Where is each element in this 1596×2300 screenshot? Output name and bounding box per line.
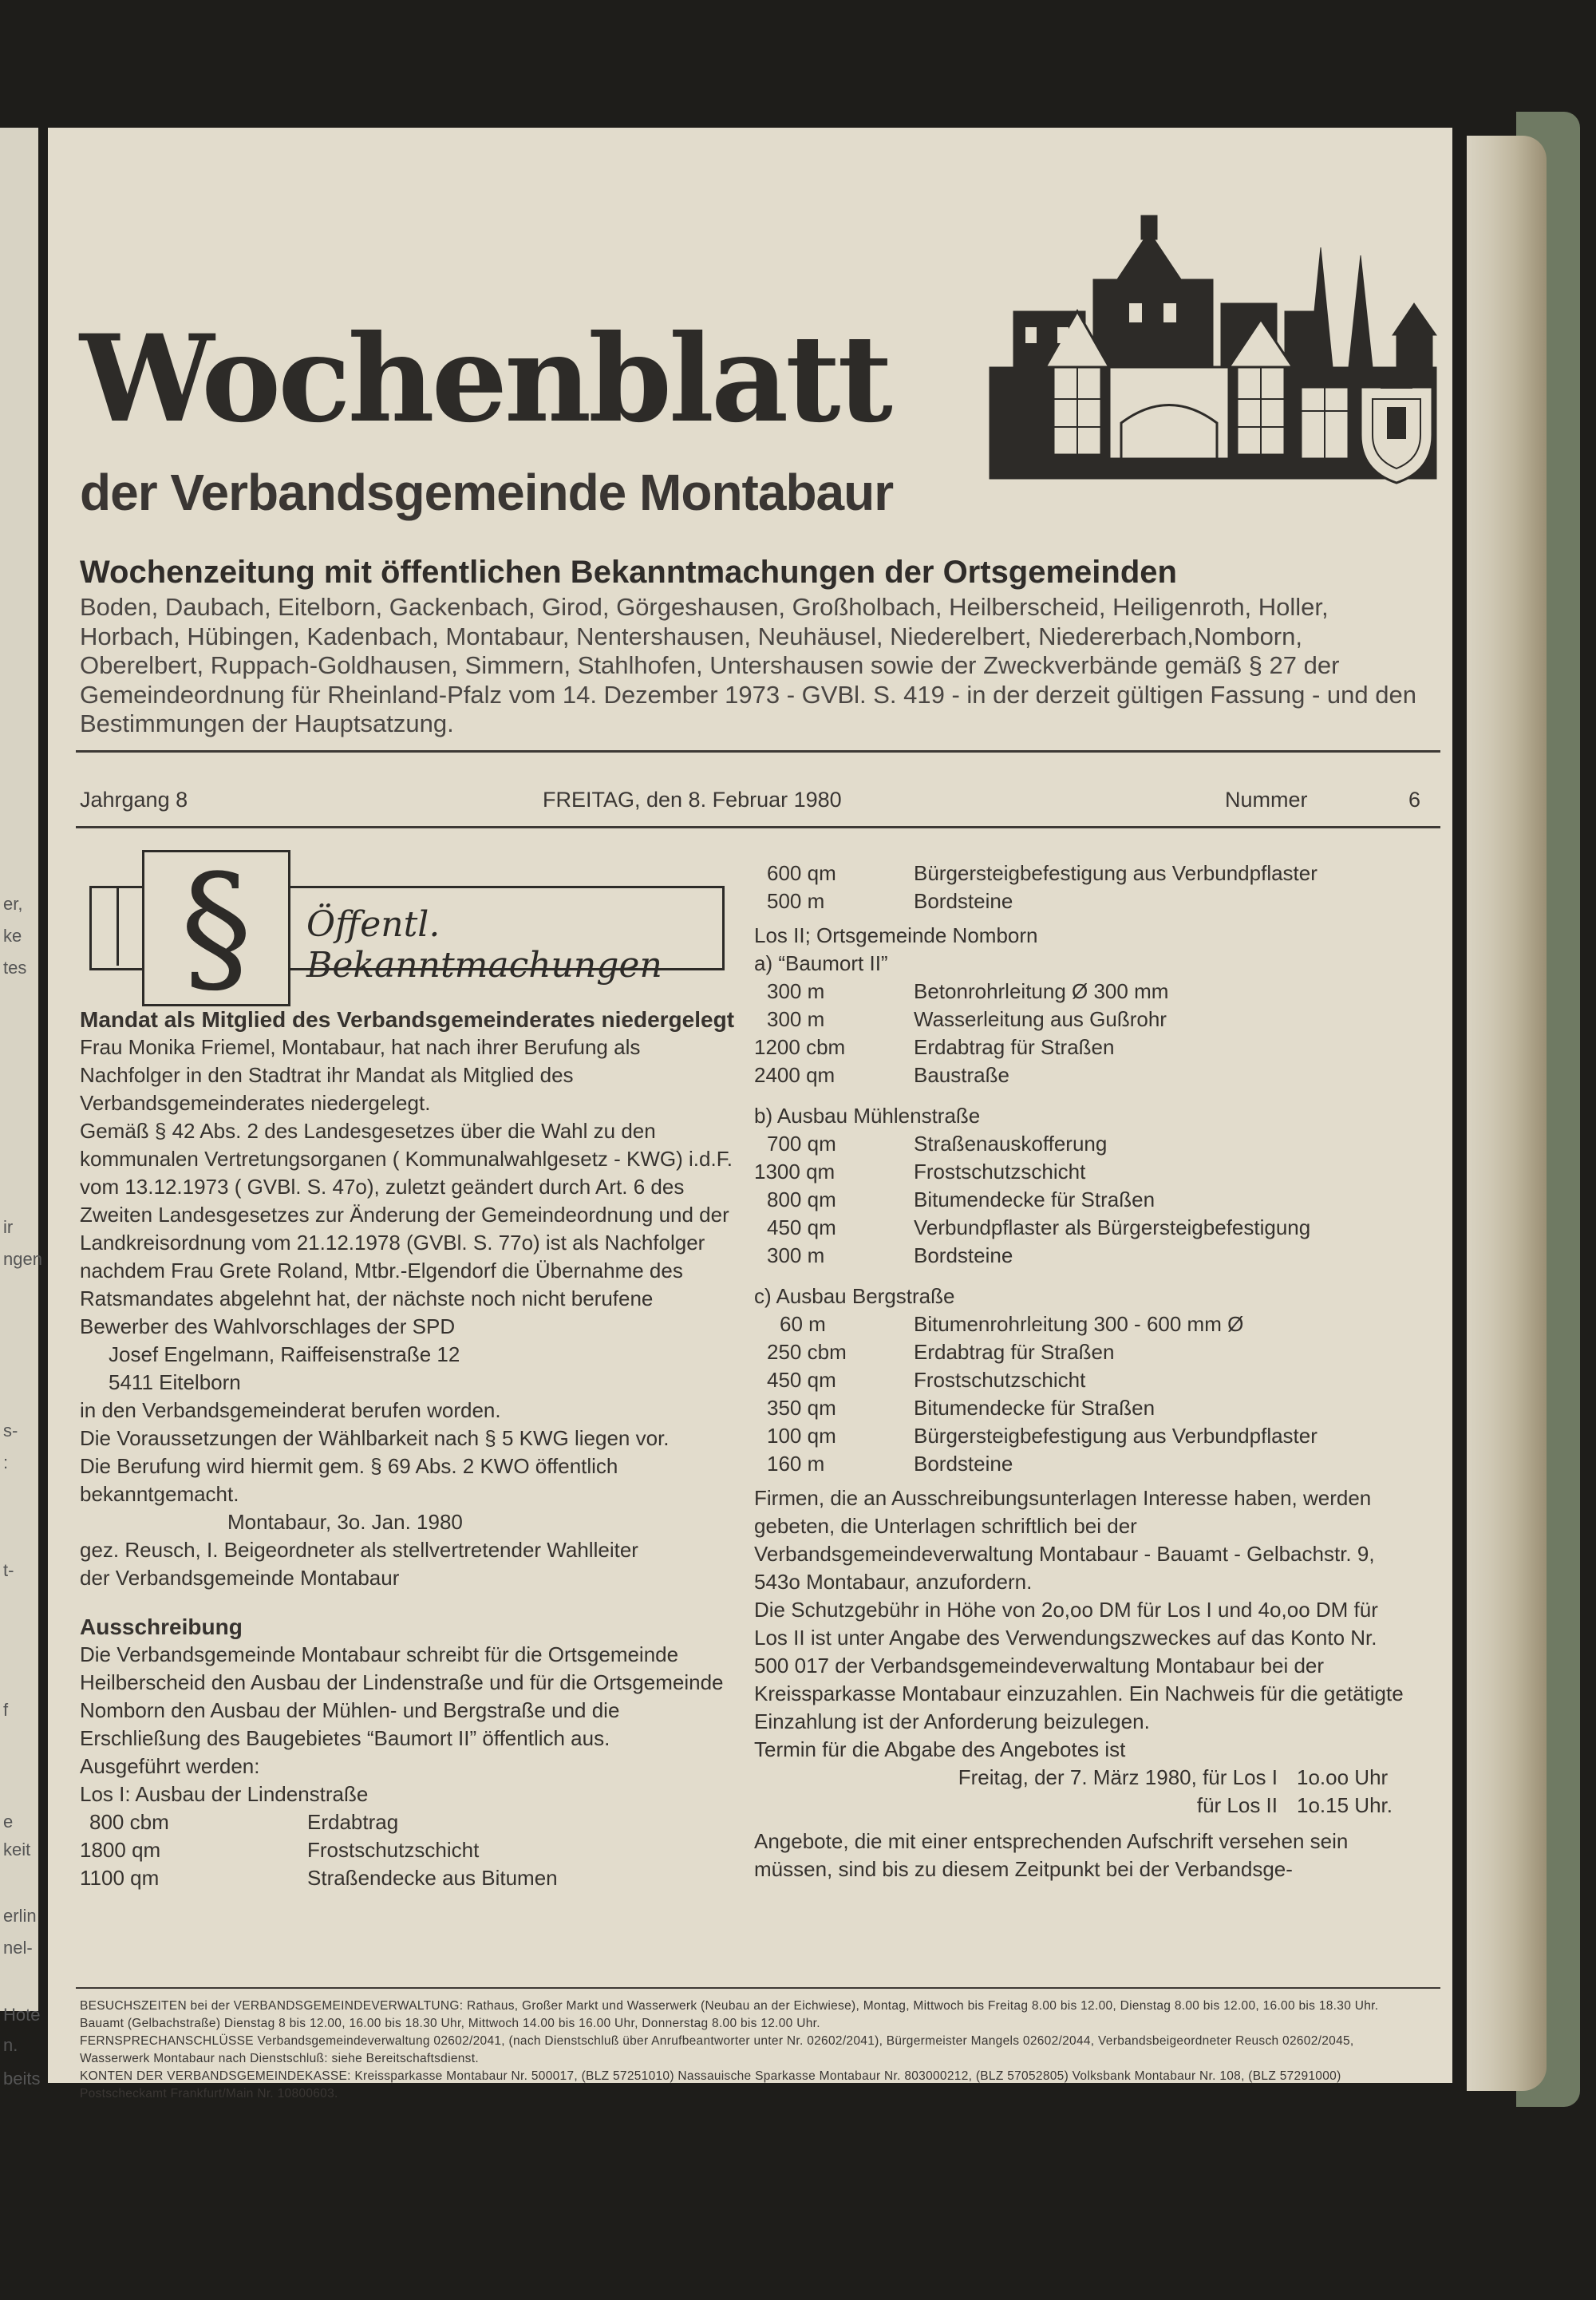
quantity: 450 qm (767, 1368, 836, 1392)
quantity: 500 m (767, 889, 825, 913)
deadline-time: 1o.15 Uhr. (1297, 1793, 1393, 1817)
paragraph-symbol-icon: § (180, 844, 252, 1011)
quantity-table (754, 978, 1416, 1089)
margin-fragment: er, (3, 894, 23, 914)
article-name: Josef Engelmann, Raiffeisenstraße 12 (109, 1342, 460, 1366)
quantity-description: Bürgersteigbefestigung aus Verbundpflaster (914, 861, 1317, 885)
quantity: 1800 qm (80, 1838, 161, 1862)
margin-fragment: t- (3, 1560, 14, 1580)
quantity: 2400 qm (754, 1063, 836, 1087)
masthead-title: Wochenblatt (80, 309, 890, 449)
divider (76, 750, 1440, 753)
section-banner (89, 844, 720, 1011)
footer-phones: FERNSPRECHANSCHLÜSSE Verbandsgemeindeverwaltung 02602/2041, (nach Dienstschluß über Anrufbeantworter unter Nr. 02602/2041), Bürgermeister Mangels 02602/2044, Verbandsbeigeordneter Reusch 02602/2045, Wasserwerk Montabaur nach Dienstschluß: siehe Bereitschaftsdienst. (80, 2034, 1354, 2065)
quantity: 1300 qm (754, 1160, 836, 1184)
quantity-description: Bordsteine (914, 1243, 1013, 1267)
quantity: 60 m (780, 1312, 826, 1336)
volume-label: Jahrgang 8 (80, 788, 188, 812)
quantity-table (80, 1808, 734, 1892)
quantity-description: Bitumenrohrleitung 300 - 600 mm Ø (914, 1312, 1244, 1336)
article-signature: gez. Reusch, I. Beigeordneter als stellvertretender Wahlleiter (80, 1538, 638, 1562)
divider (76, 826, 1440, 828)
margin-fragment: Hote (3, 2005, 41, 2025)
issue-number: 6 (1408, 788, 1421, 812)
margin-fragment: e (3, 1812, 14, 1832)
quantity: 800 cbm (89, 1810, 169, 1834)
quantity: 100 qm (767, 1424, 836, 1448)
margin-fragment: beits (3, 2069, 41, 2089)
quantity-description: Frostschutzschicht (914, 1368, 1086, 1392)
article-paragraph: Die Verbandsgemeinde Montabaur schreibt für die Ortsgemeinde Heilberscheid den Ausbau der Lindenstraße und für die Ortsgemeinde Nomborn den Ausbau der Mühlen- und Bergstraße und die Erschließung des Baugebietes “Baumort II” öffentlich aus. (80, 1642, 724, 1750)
quantity-description: Baustraße (914, 1063, 1009, 1087)
article-town: 5411 Eitelborn (109, 1370, 241, 1394)
footer-hours: BESUCHSZEITEN bei der VERBANDSGEMEINDEVERWALTUNG: Rathaus, Großer Markt und Wasserwerk (Neubau an der Eichwiese), Montag, Mittwoch bis Freitag 8.00 bis 12.00, Dienstag 8.00 bis 12.00, 16.00 bis 18.30 Uhr. Bauamt (Gelbachstraße) Dienstag 8 bis 12.00, 16.00 bis 18.30 Uhr, Mittwoch 14.00 bis 16.00 Uhr, Donnerstag 8.00 bis 12.00 Uhr. (80, 1999, 1379, 2030)
article-paragraph: Ausgeführt werden: (80, 1754, 260, 1778)
issue-date: FREITAG, den 8. Februar 1980 (543, 788, 842, 812)
lot-title: Los I: Ausbau der Lindenstraße (80, 1782, 369, 1806)
quantity: 600 qm (767, 861, 836, 885)
adjacent-page-scrap (0, 128, 42, 2089)
newspaper-page (48, 128, 1452, 2100)
deadline-table (754, 1764, 1416, 1820)
quantity: 800 qm (767, 1188, 836, 1211)
issue-number-label: Nummer (1225, 788, 1308, 812)
quantity-table (754, 1310, 1416, 1478)
quantity-description: Straßendecke aus Bitumen (307, 1866, 558, 1890)
margin-fragment: f (3, 1700, 9, 1720)
right-column (754, 860, 1416, 1883)
quantity-description: Betonrohrleitung Ø 300 mm (914, 979, 1169, 1003)
quantity-description: Frostschutzschicht (914, 1160, 1086, 1184)
margin-fragment: ke (3, 926, 22, 946)
quantity-description: Bitumendecke für Straßen (914, 1188, 1156, 1211)
quantity-description: Erdabtrag für Straßen (914, 1340, 1115, 1364)
section-banner-label: Öffentl. Bekanntmachungen (306, 904, 662, 986)
article-paragraph: Angebote, die mit einer entsprechenden Aufschrift versehen sein müssen, sind bis zu diesem Zeitpunkt bei der Verbandsge- (754, 1829, 1349, 1881)
quantity-description: Erdabtrag (307, 1810, 399, 1834)
banner-left-cap (89, 886, 119, 966)
quantity: 1200 cbm (754, 1035, 846, 1059)
margin-fragment: erlin (3, 1906, 37, 1926)
article-title: Mandat als Mitglied des Verbandsgemeinderates niedergelegt (80, 1007, 735, 1032)
quantity-description: Bitumendecke für Straßen (914, 1396, 1156, 1420)
quantity: 700 qm (767, 1132, 836, 1156)
article-paragraph: Gemäß § 42 Abs. 2 des Landesgesetzes über die Wahl zu den kommunalen Vertretungsorganen ( Kommunalwahlgesetz - KWG) i.d.F. vom 13.12.1973 ( GVBl. S. 47o), zuletzt geändert durch Art. 6 des Zweiten Landesgesetzes zur Änderung der Gemeindeordnung und der Landkreisordnung vom 21.12.1978 (GVBl. S. 77o) ist als Nachfolger nachdem Frau Grete Roland, Mtbr.-Elgendorf die Übernahme des Ratsmandates abgelehnt hat, der nächste noch nicht berufene Bewerber des Wahlvorschlages der SPD (80, 1119, 733, 1338)
quantity: 300 m (767, 1243, 825, 1267)
deadline-date: für Los II (1196, 1793, 1278, 1817)
margin-fragment: n. (3, 2035, 18, 2055)
article-title: Ausschreibung (80, 1614, 243, 1639)
quantity: 450 qm (767, 1215, 836, 1239)
quantity: 160 m (767, 1452, 825, 1476)
masthead-subtitle: der Verbandsgemeinde Montabaur (80, 464, 894, 521)
quantity-description: Wasserleitung aus Gußrohr (914, 1007, 1167, 1031)
subsection-title: c) Ausbau Bergstraße (754, 1284, 955, 1308)
quantity: 300 m (767, 979, 825, 1003)
margin-fragment: tes (3, 958, 27, 978)
quantity: 300 m (767, 1007, 825, 1031)
article-paragraph: Frau Monika Friemel, Montabaur, hat nach ihrer Berufung als Nachfolger in den Stadtrat ihr Mandat als Mitglied des Verbandsgemeinderates niedergelegt. (80, 1035, 641, 1115)
margin-fragment: nel- (3, 1938, 33, 1958)
article-signature: der Verbandsgemeinde Montabaur (80, 1566, 400, 1590)
page-stack-edge (1467, 136, 1547, 2091)
quantity: 350 qm (767, 1396, 836, 1420)
quantity-description: Bordsteine (914, 889, 1013, 913)
article-paragraph: Die Schutzgebühr in Höhe von 2o,oo DM für Los I und 4o,oo DM für Los II ist unter Angabe des Verwendungszweckes auf das Konto Nr. 500 017 der Verbandsgemeindeverwaltung Montabaur bei der Kreissparkasse Montabaur einzuzahlen. Ein Nachweis für die getätigte Einzahlung ist der Anforderung beizulegen. (754, 1598, 1404, 1733)
quantity-description: Erdabtrag für Straßen (914, 1035, 1115, 1059)
quantity: 250 cbm (767, 1340, 847, 1364)
margin-fragment: s- (3, 1421, 18, 1440)
intro-text: Boden, Daubach, Eitelborn, Gackenbach, Girod, Görgeshausen, Großholbach, Heilberscheid, Heiligenroth, Holler, Horbach, Hübingen, Kadenbach, Montabaur, Nentershausen, Neuhäusel, Niederelbert, Niedererbach,Nomborn, Oberelbert, Ruppach-Goldhausen, Simmern, Stahlhofen, Untershausen sowie der Zweckverbände gemäß § 27 der Gemeindeordnung für Rheinland-Pfalz vom 14. Dezember 1973 - GVBl. S. 419 - in der derzeit gültigen Fassung - und den Bestimmungen der Hauptsatzung. (80, 593, 1416, 737)
quantity-description: Bürgersteigbefestigung aus Verbundpflaster (914, 1424, 1317, 1448)
divider (76, 1987, 1440, 1989)
subsection-title: a) “Baumort II” (754, 951, 888, 975)
margin-fragment: ir (3, 1217, 14, 1237)
article-paragraph: Die Voraussetzungen der Wählbarkeit nach § 5 KWG liegen vor. (80, 1426, 670, 1450)
quantity-table (754, 860, 1416, 915)
article-paragraph: Die Berufung wird hiermit gem. § 69 Abs. 2 KWO öffentlich bekanntgemacht. (80, 1454, 618, 1506)
quantity-description: Bordsteine (914, 1452, 1013, 1476)
coat-of-arms-icon (1361, 379, 1432, 483)
article-paragraph: in den Verbandsgemeinderat berufen worden. (80, 1398, 501, 1422)
quantity-description: Straßenauskofferung (914, 1132, 1108, 1156)
quantity-description: Frostschutzschicht (307, 1838, 480, 1862)
margin-fragment: keit (3, 1840, 31, 1859)
left-column (80, 1006, 734, 1892)
subsection-title: b) Ausbau Mühlenstraße (754, 1104, 981, 1128)
margin-fragment: : (3, 1452, 9, 1472)
deadline-date: Freitag, der 7. März 1980, für Los I (958, 1765, 1278, 1789)
quantity-table (754, 1130, 1416, 1270)
article-paragraph: Termin für die Abgabe des Angebotes ist (754, 1737, 1126, 1761)
footer-notice (80, 1998, 1420, 2103)
footer-accounts: KONTEN DER VERBANDSGEMEINDEKASSE: Kreissparkasse Montabaur Nr. 500017, (BLZ 57251010) Nassauische Sparkasse Montabaur Nr. 803000212, (BLZ 57052805) Volksbank Montabaur Nr. 108, (BLZ 57291000) Postscheckamt Frankfurt/Main Nr. 10800603. (80, 2069, 1341, 2100)
margin-fragment: ngen (3, 1249, 42, 1269)
article-paragraph: Firmen, die an Ausschreibungsunterlagen Interesse haben, werden gebeten, die Unterlagen schriftlich bei der Verbandsgemeindeverwaltung Montabaur - Bauamt - Gelbachstr. 9, 543o Montabaur, anzufordern. (754, 1486, 1375, 1594)
quantity-description: Verbundpflaster als Bürgersteigbefestigung (914, 1215, 1311, 1239)
town-skyline-illustration (982, 215, 1444, 487)
quantity: 1100 qm (80, 1866, 160, 1890)
lot-title: Los II; Ortsgemeinde Nomborn (754, 923, 1038, 947)
deadline-time: 1o.oo Uhr (1297, 1765, 1389, 1789)
article-place-date: Montabaur, 3o. Jan. 1980 (227, 1510, 463, 1534)
intro-heading: Wochenzeitung mit öffentlichen Bekanntmachungen der Ortsgemeinden (80, 555, 1177, 590)
